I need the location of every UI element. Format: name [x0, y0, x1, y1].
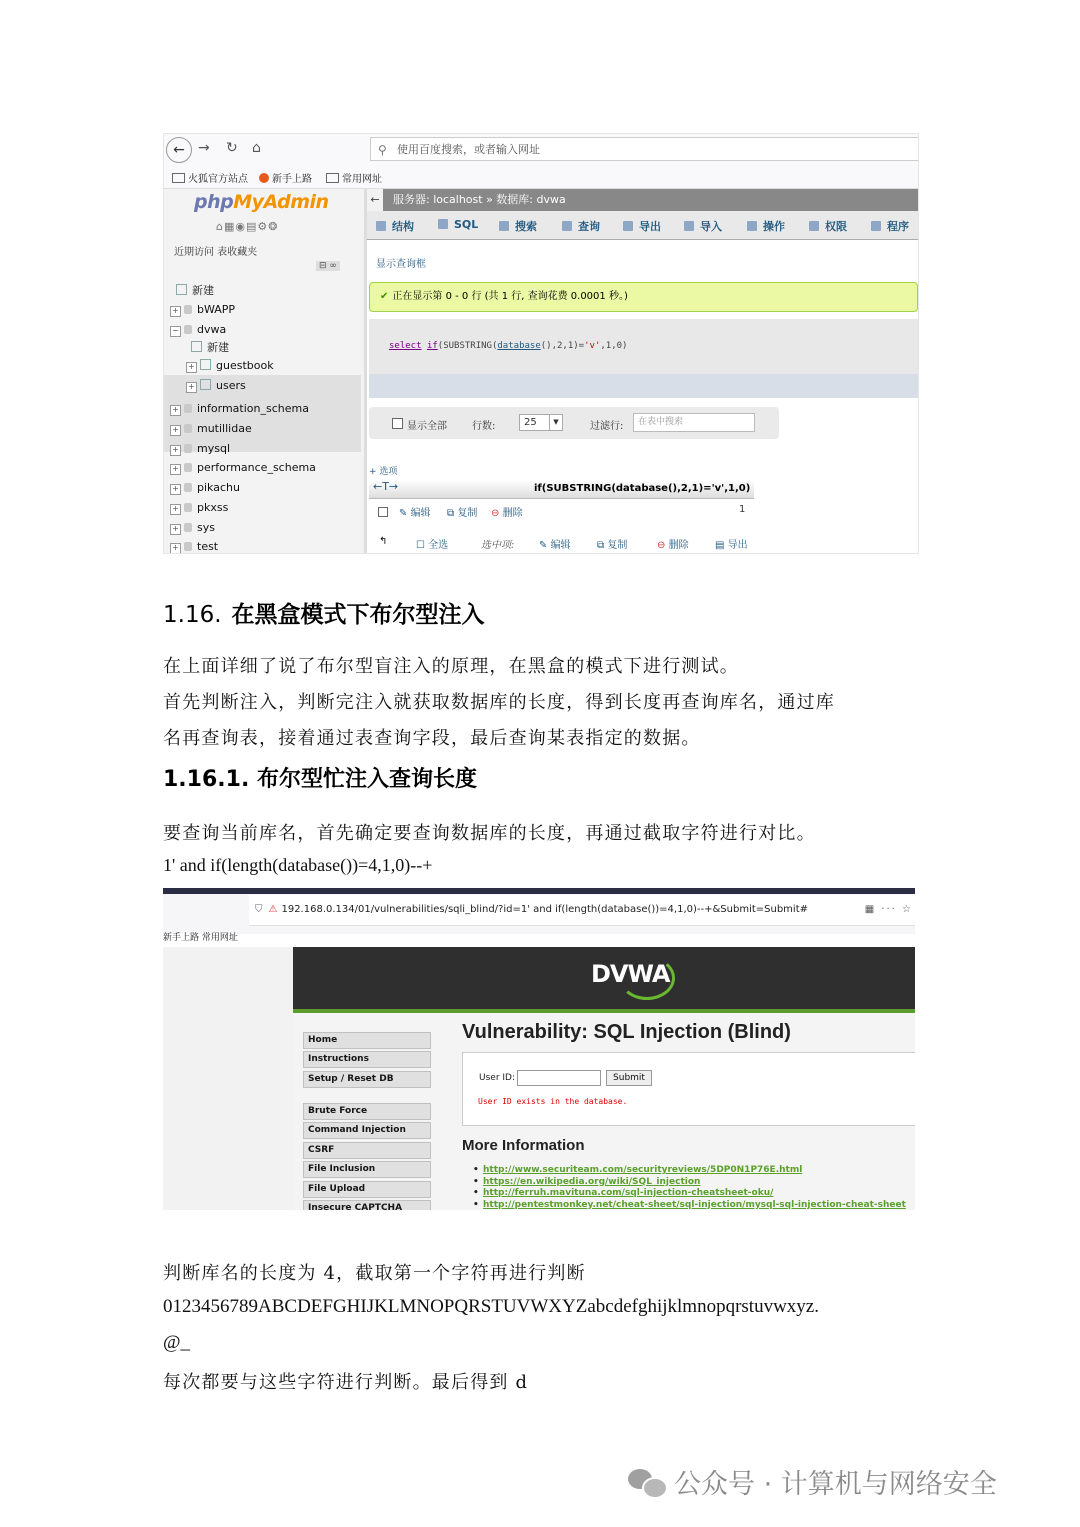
collapse-arrow-icon[interactable]: ← — [367, 189, 383, 211]
menu-routines[interactable]: 程序 — [871, 218, 909, 234]
tree-db-sys[interactable]: + sys — [170, 521, 215, 535]
nav-file-inclusion[interactable]: File Inclusion — [303, 1161, 431, 1178]
bookmark-getting-started[interactable]: 新手上路 — [259, 170, 312, 185]
tree-db-dvwa[interactable]: − dvwa — [170, 323, 226, 337]
tree-db-test[interactable]: + test — [170, 540, 218, 554]
reference-link[interactable]: http://pentestmonkey.net/cheat-sheet/sql-injection/mysql-sql-injection-cheat-sheet — [483, 1199, 906, 1210]
reference-link[interactable]: http://ferruh.mavituna.com/sql-injection-cheatsheet-oku/ — [483, 1188, 774, 1198]
address-bar[interactable] — [370, 137, 918, 161]
filter-input[interactable]: 在表中搜索 — [633, 413, 755, 432]
privileges-icon — [809, 221, 819, 231]
nav-setup-reset-db[interactable]: Setup / Reset DB — [303, 1071, 431, 1088]
phpmyadmin-logo[interactable]: phpMyAdmin — [194, 191, 329, 213]
sql-query-toolbar — [369, 374, 918, 398]
database-icon — [184, 463, 192, 472]
page-actions-icon[interactable]: ▦ ··· ☆ — [864, 904, 913, 915]
tree-db-mysql[interactable]: + mysql — [170, 442, 230, 456]
row-checkbox[interactable] — [378, 507, 388, 517]
options-link[interactable]: + 选项 — [369, 467, 398, 477]
query-icon — [562, 221, 572, 231]
shield-icon: ⛉ — [255, 904, 263, 915]
nav-file-upload[interactable]: File Upload — [303, 1181, 431, 1198]
column-name[interactable]: if(SUBSTRING(database(),2,1)='v',1,0) — [534, 483, 751, 494]
user-id-input[interactable] — [517, 1070, 601, 1086]
menu-query[interactable]: 查询 — [562, 218, 600, 234]
sql-query-display: select if(SUBSTRING(database(),2,1)='v',1,0) — [369, 319, 918, 374]
database-icon — [184, 523, 192, 532]
success-message: ✔ 正在显示第 0 - 0 行 (共 1 行, 查询花费 0.0001 秒。) — [369, 282, 918, 312]
payload-text: 1' and if(length(database())=4,1,0)--+ — [163, 855, 433, 875]
bookmarks-bar — [164, 166, 918, 189]
nav-brute-force[interactable]: Brute Force — [303, 1103, 431, 1120]
bulk-delete-button[interactable]: ⊖ 删除 — [657, 540, 689, 551]
pma-top-menu — [367, 211, 918, 240]
watermark: 公众号 · 计算机与网络安全 — [628, 1462, 997, 1501]
nav-insecure-captcha[interactable]: Insecure CAPTCHA — [303, 1200, 431, 1210]
page-margin — [163, 947, 293, 1210]
folder-icon — [326, 173, 339, 183]
filter-label: 过滤行: — [590, 421, 624, 432]
new-icon — [191, 341, 202, 352]
nav-csrf[interactable]: CSRF — [303, 1142, 431, 1159]
tree-table-guestbook[interactable]: + guestbook — [186, 359, 274, 373]
search-icon: ⚲ — [378, 143, 387, 157]
submit-button[interactable]: Submit — [606, 1070, 652, 1086]
nav-command-injection[interactable]: Command Injection — [303, 1122, 431, 1139]
paragraph: 每次都要与这些字符进行判断。最后得到 d — [163, 1372, 529, 1393]
reference-link[interactable]: https://en.wikipedia.org/wiki/SQL_injection — [483, 1176, 701, 1187]
address-bar[interactable]: ⛉ ⚠ 192.168.0.134/01/vulnerabilities/sqli_blind/?id=1' and if(length(database())=4,1,0)--+&Submit=Submit# ▦ ··· ☆ — [249, 895, 915, 926]
menu-search[interactable]: 搜索 — [499, 218, 537, 234]
menu-import[interactable]: 导入 — [684, 218, 722, 234]
forward-icon[interactable]: → — [198, 140, 210, 156]
tree-db-bwapp[interactable]: + bWAPP — [170, 303, 235, 317]
reload-icon[interactable]: ↻ — [226, 140, 238, 156]
page-title: Vulnerability: SQL Injection (Blind) — [462, 1021, 791, 1043]
paragraph: 判断库名的长度为 4，截取第一个字符再进行判断 — [163, 1263, 586, 1284]
database-icon — [184, 483, 192, 492]
nav-home[interactable]: Home — [303, 1032, 431, 1049]
menu-export[interactable]: 导出 — [623, 218, 661, 234]
firefox-icon — [259, 173, 269, 183]
with-selected-label: 选中项: — [481, 540, 515, 551]
table-row — [369, 499, 754, 521]
collapse-icon[interactable]: ⊟ ∞ — [316, 261, 340, 271]
table-icon — [200, 379, 211, 390]
menu-structure[interactable]: 结构 — [376, 218, 414, 234]
tree-db-information-schema[interactable]: + information_schema — [170, 402, 309, 416]
menu-privileges[interactable]: 权限 — [809, 218, 847, 234]
paragraph: 在上面详细了说了布尔型盲注入的原理，在黑盒的模式下进行测试。 — [163, 656, 739, 677]
database-icon — [184, 424, 192, 433]
query-result: User ID exists in the database. — [478, 1097, 628, 1106]
table-icon — [200, 359, 211, 370]
bulk-copy-button[interactable]: ⧉ 复制 — [597, 540, 628, 551]
export-icon — [623, 221, 633, 231]
tree-dvwa-new-table[interactable]: 新建 — [191, 339, 229, 355]
wechat-icon — [628, 1469, 666, 1497]
new-icon — [176, 284, 187, 295]
address-placeholder: 使用百度搜索，或者输入网址 — [397, 143, 540, 156]
database-icon — [184, 503, 192, 512]
charset-text: 0123456789ABCDEFGHIJKLMNOPQRSTUVWXYZabcdefghijklmnopqrstuvwxyz. — [163, 1296, 819, 1317]
database-icon — [184, 325, 192, 334]
bulk-edit-button[interactable]: ✎ 编辑 — [539, 540, 571, 551]
section-heading: 1.16. 在黑盒模式下布尔型注入 — [163, 602, 485, 628]
phpmyadmin-screenshot — [163, 133, 919, 554]
check-all-link[interactable]: ☐ 全选 — [416, 540, 449, 551]
rows-select[interactable]: 25 ▼ — [519, 414, 563, 431]
pma-recent-favorites[interactable]: 近期访问 表收藏夹 — [174, 247, 258, 258]
bulk-actions-bar — [369, 531, 769, 553]
insecure-lock-icon: ⚠ — [268, 904, 278, 915]
rows-label: 行数: — [472, 421, 496, 432]
chevron-down-icon: ▼ — [549, 415, 562, 430]
nav-instructions[interactable]: Instructions — [303, 1051, 431, 1068]
select-arrow-icon: ↰ — [379, 536, 388, 547]
show-all-checkbox[interactable] — [392, 418, 403, 429]
column-arrows-icon[interactable]: ←T→ — [373, 480, 399, 493]
results-filter-bar — [369, 407, 779, 439]
pma-navigation-panel — [164, 189, 367, 553]
wrench-icon — [747, 221, 757, 231]
menu-sql[interactable]: SQL — [438, 218, 478, 231]
tree-table-users[interactable]: + users — [186, 379, 246, 393]
paragraph: 要查询当前库名，首先确定要查询数据库的长度，再通过截取字符进行对比。 — [163, 823, 816, 844]
more-information-heading: More Information — [462, 1137, 585, 1154]
menu-operations[interactable]: 操作 — [747, 218, 785, 234]
bulk-export-button[interactable]: ▤ 导出 — [715, 540, 748, 551]
folder-icon — [172, 173, 185, 183]
user-id-label: User ID: — [479, 1073, 515, 1083]
structure-icon — [376, 221, 386, 231]
sql-icon — [438, 219, 448, 229]
tree-new-database[interactable]: 新建 — [176, 282, 214, 298]
subsection-heading: 1.16.1. 布尔型忙注入查询长度 — [163, 767, 477, 792]
home-icon[interactable]: ⌂ — [252, 140, 261, 156]
row-delete-link[interactable]: ⊖ 删除 — [491, 508, 523, 519]
pma-main-panel — [367, 189, 918, 553]
paragraph: 首先判断注入，判断完注入就获取数据库的长度，得到长度再查询库名，通过库 — [163, 692, 835, 713]
database-icon — [184, 404, 192, 413]
import-icon — [684, 221, 694, 231]
database-icon — [184, 542, 192, 551]
row-value: 1 — [739, 504, 746, 515]
vulnerable-form-box — [462, 1052, 915, 1126]
server-breadcrumb: ← 服务器: localhost » 数据库: dvwa — [367, 189, 918, 211]
row-edit-link[interactable]: ✎ 编辑 — [399, 508, 431, 519]
bookmarks-bar[interactable]: 新手上路 常用网址 — [163, 933, 238, 943]
pma-quick-icons[interactable]: ⌂▦◉▤⚙❂ — [216, 220, 279, 233]
checkmark-icon: ✔ — [380, 291, 389, 302]
row-copy-link[interactable]: ⧉ 复制 — [447, 508, 478, 519]
back-icon[interactable]: ← — [166, 137, 192, 163]
dvwa-logo[interactable]: DVWA — [591, 960, 670, 988]
tree-db-mutillidae[interactable]: + mutillidae — [170, 422, 252, 436]
reference-link[interactable]: http://www.securiteam.com/securityreviews/5DP0N1P76E.html — [483, 1165, 803, 1175]
bookmark-common-sites[interactable]: 常用网址 — [326, 170, 382, 185]
paragraph: 名再查询表，接着通过表查询字段，最后查询某表指定的数据。 — [163, 728, 701, 749]
reference-links: • http://www.securiteam.com/securityreviews/5DP0N1P76E.html • https://en.wikipedia.org/wiki/SQL_injection • http://ferruh.mavituna.com/sql-injection-cheatsheet-oku/ • http://pentestmonkey.net/cheat-sheet/sql-injection/mysql-sql-injection-cheat-sheet — [473, 1165, 906, 1210]
database-icon — [184, 305, 192, 314]
tree-db-pkxss[interactable]: + pkxss — [170, 501, 228, 515]
database-icon — [184, 444, 192, 453]
charset-text: @_ — [163, 1332, 190, 1353]
show-query-box-link[interactable]: 显示查询框 — [376, 259, 426, 270]
tree-db-performance-schema[interactable]: + performance_schema — [170, 461, 316, 475]
show-all-label: 显示全部 — [407, 421, 447, 432]
dvwa-screenshot — [163, 888, 915, 1210]
routines-icon — [871, 221, 881, 231]
search-icon — [499, 221, 509, 231]
tree-db-pikachu[interactable]: + pikachu — [170, 481, 240, 495]
bookmark-firefox-site[interactable]: 火狐官方站点 — [172, 170, 248, 185]
results-column-header — [369, 480, 754, 499]
